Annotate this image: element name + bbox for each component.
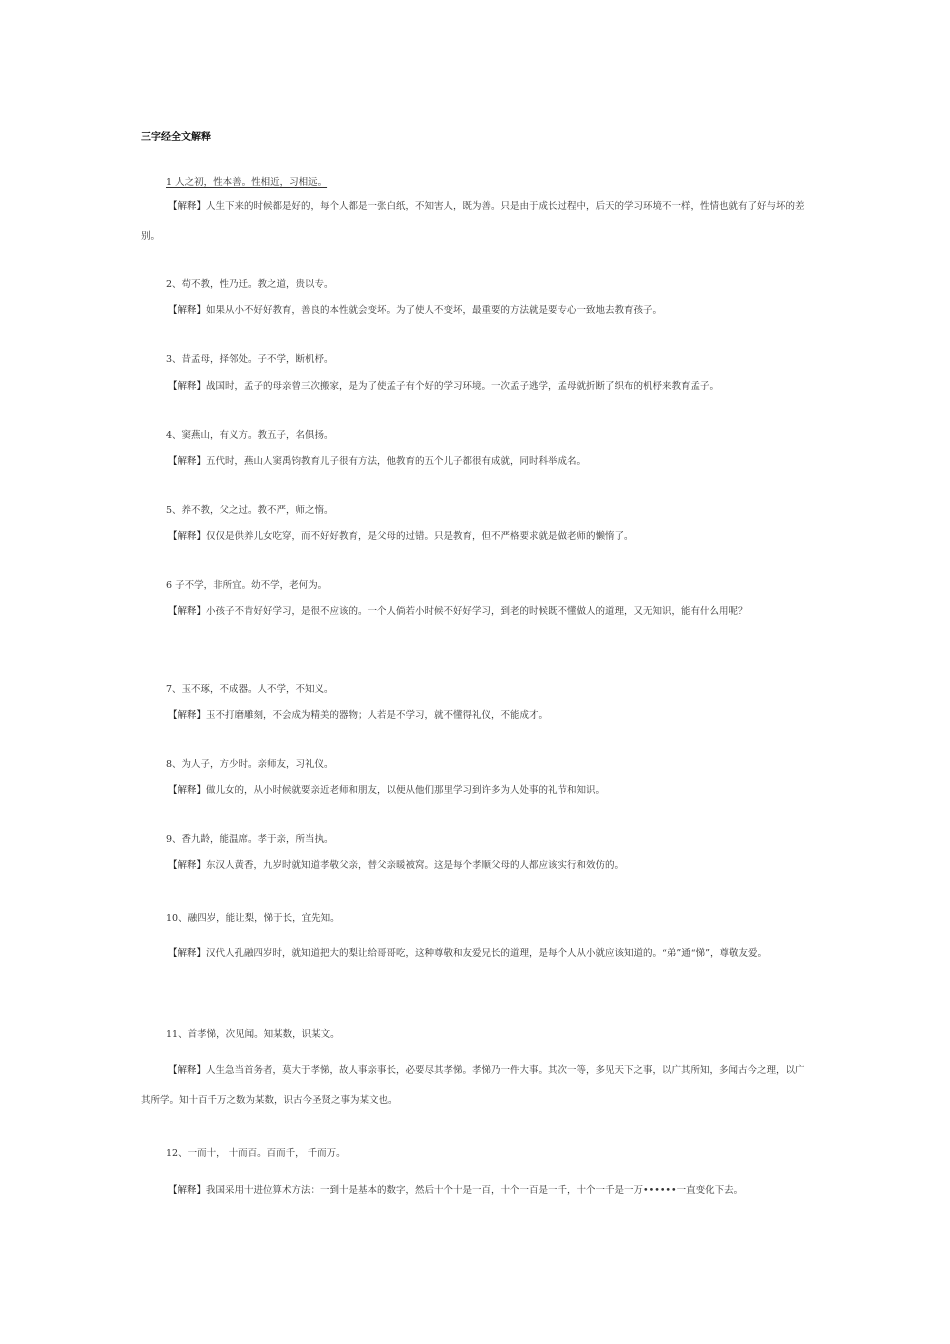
explanation-11	[141, 1056, 805, 1116]
explanation-text: 人生下来的时候都是好的，每个人都是一张白纸，不知害人，既为善。只是由于成长过程中，后天的学习环境不一样，性情也就有了好与坏的差别。	[141, 201, 805, 242]
verse-2: 2、苟不教，性乃迁。教之道，贵以专。	[166, 279, 334, 290]
explanation-text: 我国采用十进位算术方法：一到十是基本的数字，然后十个十是一百，十个一百是一千，十个一千是一万••••••一直变化下去。	[206, 1185, 744, 1196]
explanation-text: 小孩子不肯好好学习，是很不应该的。一个人倘若小时候不好好学习，到老的时候既不懂做人的道理，又无知识，能有什么用呢？	[206, 606, 748, 617]
explanation-text: 东汉人黄香，九岁时就知道孝敬父亲，替父亲暖被窝。这是每个孝顺父母的人都应该实行和效仿的。	[206, 860, 625, 871]
explanation-2	[141, 296, 805, 326]
explanation-7	[141, 701, 805, 731]
verse-4: 4、窦燕山，有义方。教五子，名俱扬。	[166, 430, 334, 441]
explanation-3	[141, 372, 805, 402]
explanation-tag: 【解释】	[168, 381, 207, 392]
explanation-tag: 【解释】	[168, 1185, 207, 1196]
explanation-text: 战国时，孟子的母亲曾三次搬家，是为了使孟子有个好的学习环境。一次孟子逃学，孟母就折断了织布的机杼来教育孟子。	[206, 381, 720, 392]
page-title: 三字经全文解释	[141, 132, 211, 143]
explanation-5	[141, 522, 805, 552]
explanation-9	[141, 851, 805, 881]
verse-5: 5、养不教，父之过。教不严，师之惰。	[166, 505, 334, 516]
explanation-tag: 【解释】	[168, 710, 207, 721]
explanation-1	[141, 192, 805, 252]
explanation-text: 五代时，燕山人窦禹钧教育儿子很有方法，他教育的五个儿子都很有成就，同时科举成名。	[206, 456, 587, 467]
verse-7: 7、玉不琢，不成器。人不学，不知义。	[166, 684, 334, 695]
explanation-text: 仅仅是供养儿女吃穿，而不好好教育，是父母的过错。只是教育，但不严格要求就是做老师的懒惰了。	[206, 531, 634, 542]
explanation-text: 人生急当首务者，莫大于孝悌，故人事亲事长，必要尽其孝悌。孝悌乃一件大事。其次一等，多见天下之事，以广其所知，多闻古今之理，以广其所学。知十百千万之数为某数，识古今圣贤之事为某文也。	[141, 1065, 805, 1106]
explanation-12	[141, 1176, 805, 1206]
explanation-text: 汉代人孔融四岁时，就知道把大的梨让给哥哥吃，这种尊敬和友爱兄长的道理，是每个人从小就应该知道的。“弟”通“悌”，尊敬友爱。	[206, 948, 767, 959]
explanation-tag: 【解释】	[168, 1065, 207, 1076]
verse-11: 11、首孝悌，次见闻。知某数，识某文。	[166, 1029, 340, 1040]
explanation-tag: 【解释】	[168, 531, 207, 542]
explanation-tag: 【解释】	[168, 860, 207, 871]
explanation-tag: 【解释】	[168, 305, 207, 316]
verse-8: 8、为人子，方少时。亲师友，习礼仪。	[166, 759, 334, 770]
verse-9: 9、香九龄，能温席。孝于亲，所当执。	[166, 834, 334, 845]
explanation-6	[141, 597, 805, 627]
explanation-tag: 【解释】	[168, 606, 207, 617]
verse-10: 10、融四岁，能让梨，悌于长，宜先知。	[166, 913, 340, 924]
explanation-8	[141, 776, 805, 806]
verse-3: 3、昔孟母，择邻处。子不学，断机杼。	[166, 354, 334, 365]
explanation-tag: 【解释】	[168, 948, 207, 959]
explanation-text: 玉不打磨雕刻，不会成为精美的器物；人若是不学习，就不懂得礼仪，不能成才。	[206, 710, 549, 721]
verse-6: 6 子不学，非所宜。幼不学，老何为。	[166, 580, 328, 591]
explanation-4	[141, 447, 805, 477]
explanation-text: 如果从小不好好教育，善良的本性就会变坏。为了使人不变坏，最重要的方法就是要专心一致地去教育孩子。	[206, 305, 663, 316]
explanation-tag: 【解释】	[168, 785, 207, 796]
explanation-tag: 【解释】	[168, 201, 207, 212]
explanation-text: 做儿女的，从小时候就要亲近老师和朋友，以便从他们那里学习到许多为人处事的礼节和知识。	[206, 785, 606, 796]
verse-1: 1 人之初，性本善。性相近，习相远。	[166, 177, 328, 188]
verse-12: 12、一而十， 十而百。百而千， 千而万。	[166, 1148, 346, 1159]
explanation-10	[141, 939, 805, 969]
explanation-tag: 【解释】	[168, 456, 207, 467]
